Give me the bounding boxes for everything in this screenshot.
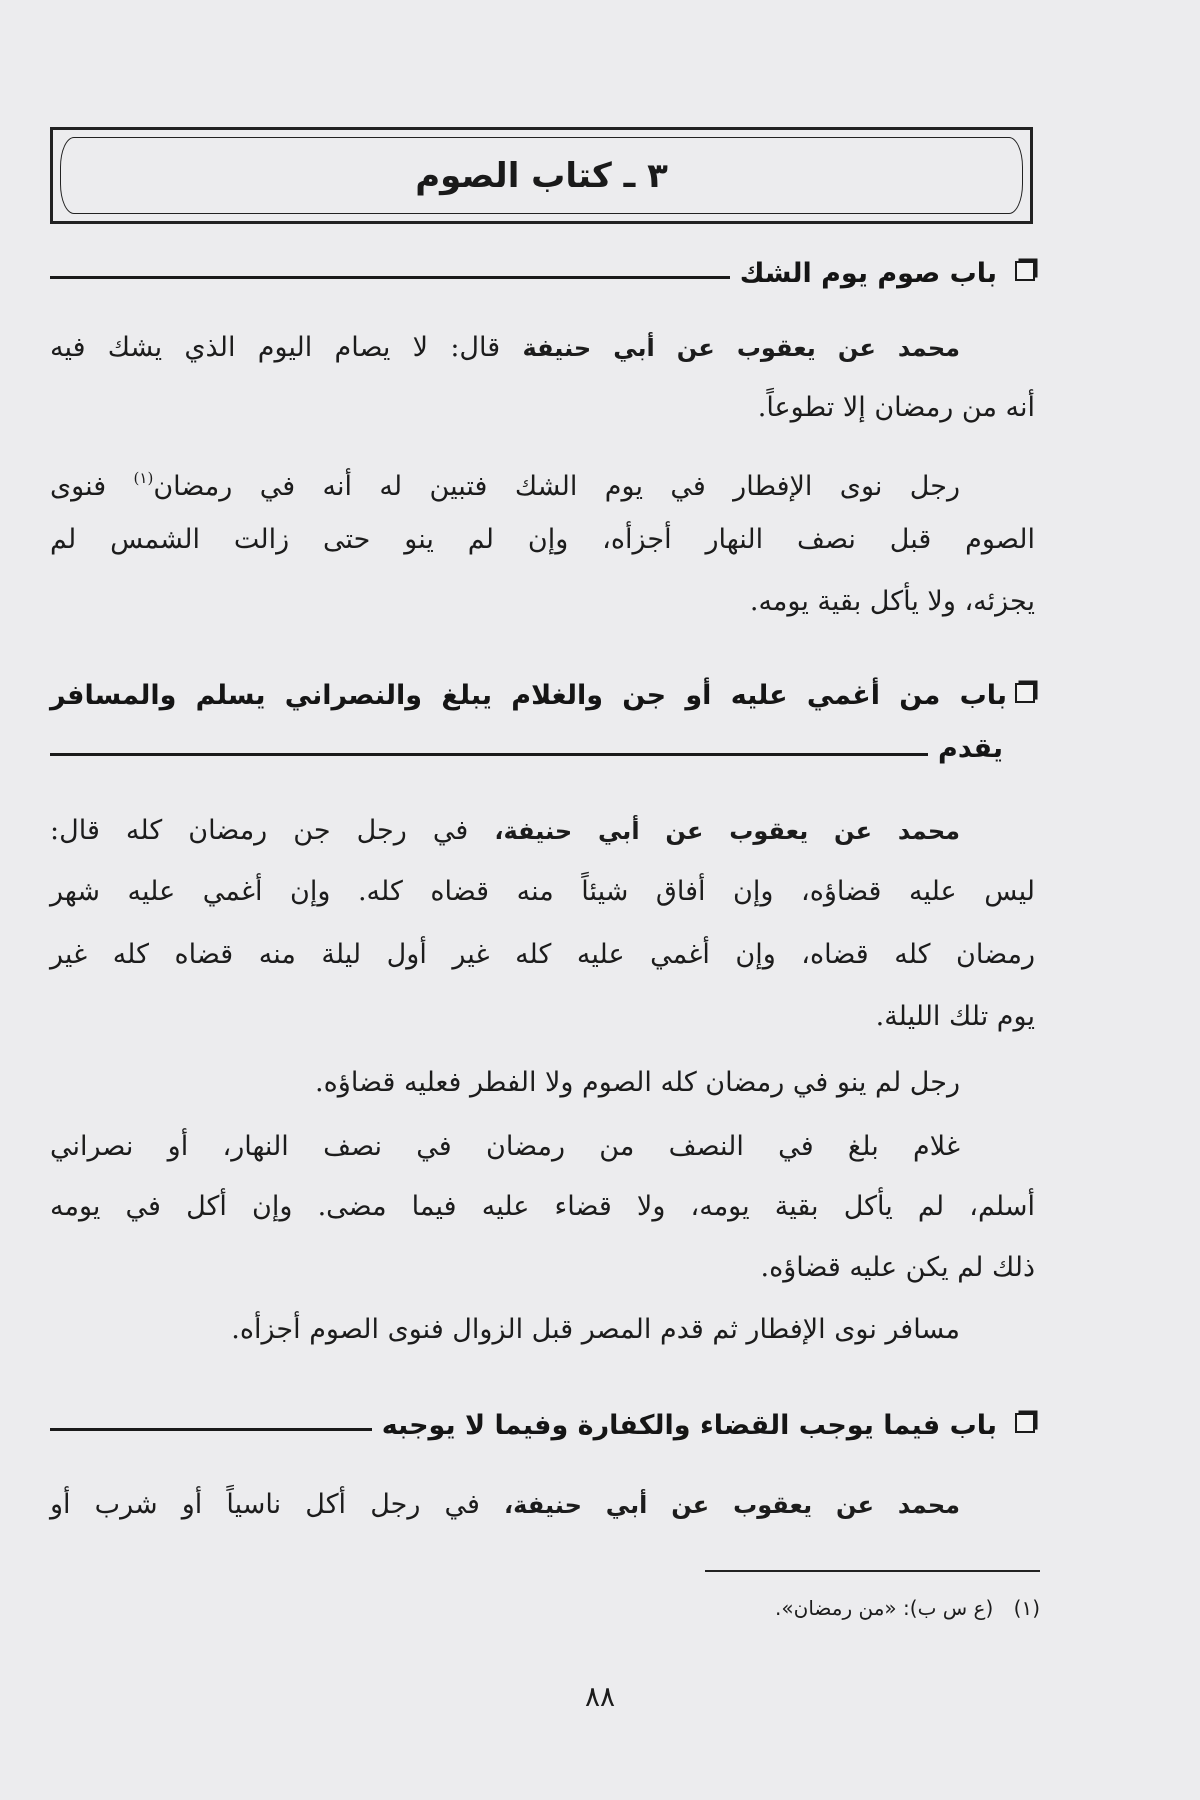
line-text: يجزئه، ولا يأكل بقية يومه.: [749, 586, 1035, 617]
text-line: [50, 328, 1035, 368]
line-text: يوم تلك الليلة.: [875, 1001, 1035, 1032]
text-line: [50, 1248, 1035, 1288]
footnote-number: (١): [1013, 1596, 1040, 1620]
section-heading-1: [50, 258, 1035, 289]
text-line: [50, 997, 1035, 1037]
heading-rule: [50, 276, 730, 279]
line-text: في رجل جن رمضان كله قال:: [50, 815, 469, 846]
isnad: محمد عن يعقوب عن أبي حنيفة،: [494, 817, 960, 845]
square-bullet-icon: [1015, 683, 1035, 703]
section-heading-text: يقدم: [938, 733, 1003, 764]
isnad: محمد عن يعقوب عن أبي حنيفة،: [504, 1491, 960, 1519]
text-line: [50, 935, 1035, 975]
text-line: [50, 458, 1035, 502]
text-line: [50, 872, 1035, 912]
line-text: أسلم، لم يأكل بقية يومه، ولا قضاء عليه فيما مضى. وإن أكل في يومه: [50, 1191, 1035, 1222]
line-text: أنه من رمضان إلا تطوعاً.: [757, 392, 1035, 423]
line-text: رجل لم ينو في رمضان كله الصوم ولا الفطر فعليه قضاؤه.: [315, 1067, 960, 1098]
text-line: [50, 1310, 1035, 1350]
line-text: مسافر نوى الإفطار ثم قدم المصر قبل الزوال فنوى الصوم أجزأه.: [231, 1314, 960, 1345]
line-text: الصوم قبل نصف النهار أجزأه، وإن لم ينو حتى زالت الشمس لم: [50, 524, 1035, 555]
text-line: [50, 811, 1035, 851]
heading-line-2: [50, 733, 1035, 764]
line-text: ذلك لم يكن عليه قضاؤه.: [760, 1252, 1035, 1283]
heading-rule: [50, 1428, 372, 1431]
section-heading-text: باب فيما يوجب القضاء والكفارة وفيما لا يوجبه: [381, 1410, 997, 1441]
section-heading-text: باب من أغمي عليه أو جن والغلام يبلغ والنصراني يسلم والمسافر: [50, 680, 1007, 711]
line-text: رجل نوى الإفطار في يوم الشك فتبين له أنه في رمضان: [153, 471, 960, 502]
text-line: [50, 1127, 1035, 1167]
footnote-ref[interactable]: (١): [133, 469, 154, 487]
chapter-title: ٣ ـ كتاب الصوم: [415, 155, 668, 196]
footnote-text: (ع س ب): «من رمضان».: [775, 1596, 994, 1620]
footnote-1: [50, 1596, 1040, 1620]
footnote-divider: [705, 1570, 1040, 1572]
line-text: غلام بلغ في النصف من رمضان في نصف النهار، أو نصراني: [50, 1131, 960, 1162]
section-heading-3: [50, 1410, 1035, 1441]
text-line: [50, 1187, 1035, 1227]
square-bullet-icon: [1015, 261, 1035, 281]
square-bullet-icon: [1015, 1413, 1035, 1433]
page-number: ٨٨: [584, 1680, 616, 1713]
heading-rule: [50, 753, 928, 756]
text-line: [50, 1063, 1035, 1103]
text-line: [50, 388, 1035, 428]
chapter-title-frame: [50, 127, 1033, 224]
line-text: فنوى: [50, 471, 107, 502]
section-heading-2: [50, 680, 1035, 764]
line-text: رمضان كله قضاه، وإن أغمي عليه كله غير أول ليلة منه قضاه كله غير: [50, 939, 1035, 970]
text-line: [50, 1485, 1035, 1525]
text-line: [50, 520, 1035, 560]
text-line: [50, 582, 1035, 622]
line-text: ليس عليه قضاؤه، وإن أفاق شيئاً منه قضاه كله. وإن أغمي عليه شهر: [50, 876, 1035, 907]
isnad: محمد عن يعقوب عن أبي حنيفة: [522, 334, 960, 362]
heading-line-1: [50, 680, 1035, 711]
line-text: قال: لا يصام اليوم الذي يشك فيه: [50, 332, 501, 363]
section-heading-text: باب صوم يوم الشك: [739, 258, 997, 289]
line-text: في رجل أكل ناسياً أو شرب أو: [50, 1489, 480, 1520]
